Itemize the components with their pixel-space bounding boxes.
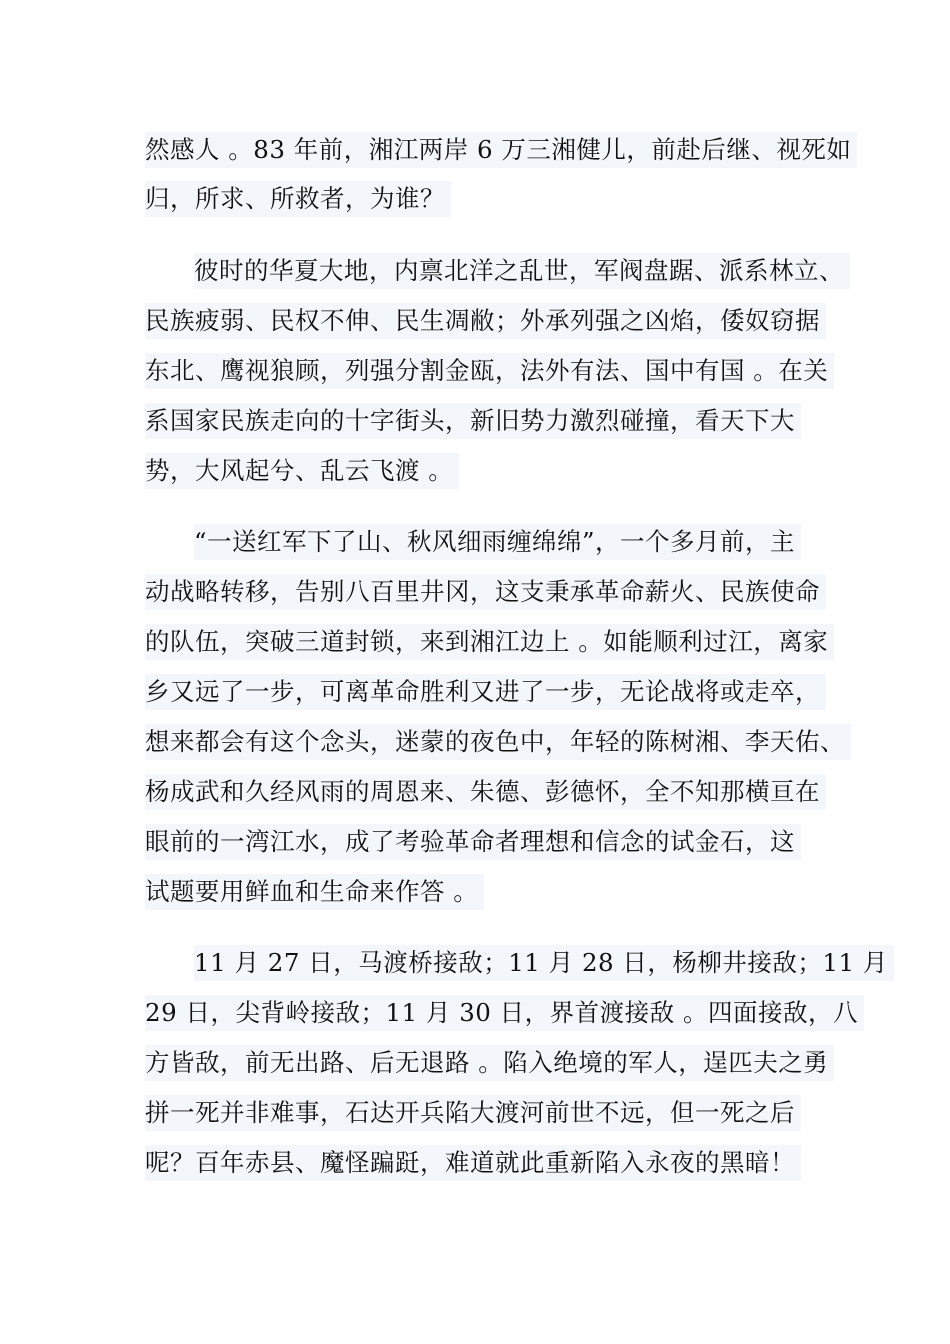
- text-line: 系国家民族走向的十字街头，新旧势力激烈碰撞，看天下大: [145, 403, 801, 439]
- text-line: 乡又远了一步，可离革命胜利又进了一步，无论战将或走卒，: [145, 674, 826, 710]
- text-line: 然感人 。83 年前，湘江两岸 6 万三湘健儿，前赴后继、视死如: [145, 132, 857, 168]
- text-line: 29 日，尖背岭接敌；11 月 30 日，界首渡接敌 。四面接敌，八: [145, 995, 864, 1031]
- text-line: 东北、鹰视狼顾，列强分割金瓯，法外有法、国中有国 。在关: [145, 353, 834, 389]
- text-line: 11 月 27 日，马渡桥接敌；11 月 28 日，杨柳井接敌；11 月: [194, 945, 894, 981]
- text-line: 拼一死并非难事，石达开兵陷大渡河前世不远，但一死之后: [145, 1095, 801, 1131]
- text-line: 眼前的一湾江水，成了考验革命者理想和信念的试金石，这: [145, 824, 801, 860]
- text-line: 势，大风起兮、乱云飞渡 。: [145, 453, 459, 489]
- text-line: “一送红军下了山、秋风细雨缠绵绵”，一个多月前，主: [194, 524, 801, 560]
- text-line: 杨成武和久经风雨的周恩来、朱德、彭德怀，全不知那横亘在: [145, 774, 826, 810]
- text-line: 试题要用鲜血和生命来作答 。: [145, 874, 484, 910]
- text-line: 的队伍，突破三道封锁，来到湘江边上 。如能顺利过江，离家: [145, 624, 834, 660]
- text-line: 方皆敌，前无出路、后无退路 。陷入绝境的军人，逞匹夫之勇: [145, 1045, 834, 1081]
- text-line: 归，所求、所救者，为谁？: [145, 181, 451, 217]
- text-line: 彼时的华夏大地，内禀北洋之乱世，军阀盘踞、派系林立、: [194, 253, 850, 289]
- text-line: 呢？百年赤县、魔怪蹁跹，难道就此重新陷入永夜的黑暗！: [145, 1145, 801, 1181]
- text-line: 动战略转移，告别八百里井冈，这支秉承革命薪火、民族使命: [145, 574, 826, 610]
- text-line: 民族疲弱、民权不伸、民生凋敝；外承列强之凶焰，倭奴窃据: [145, 303, 826, 339]
- text-line: 想来都会有这个念头，迷蒙的夜色中，年轻的陈树湘、李天佑、: [145, 724, 851, 760]
